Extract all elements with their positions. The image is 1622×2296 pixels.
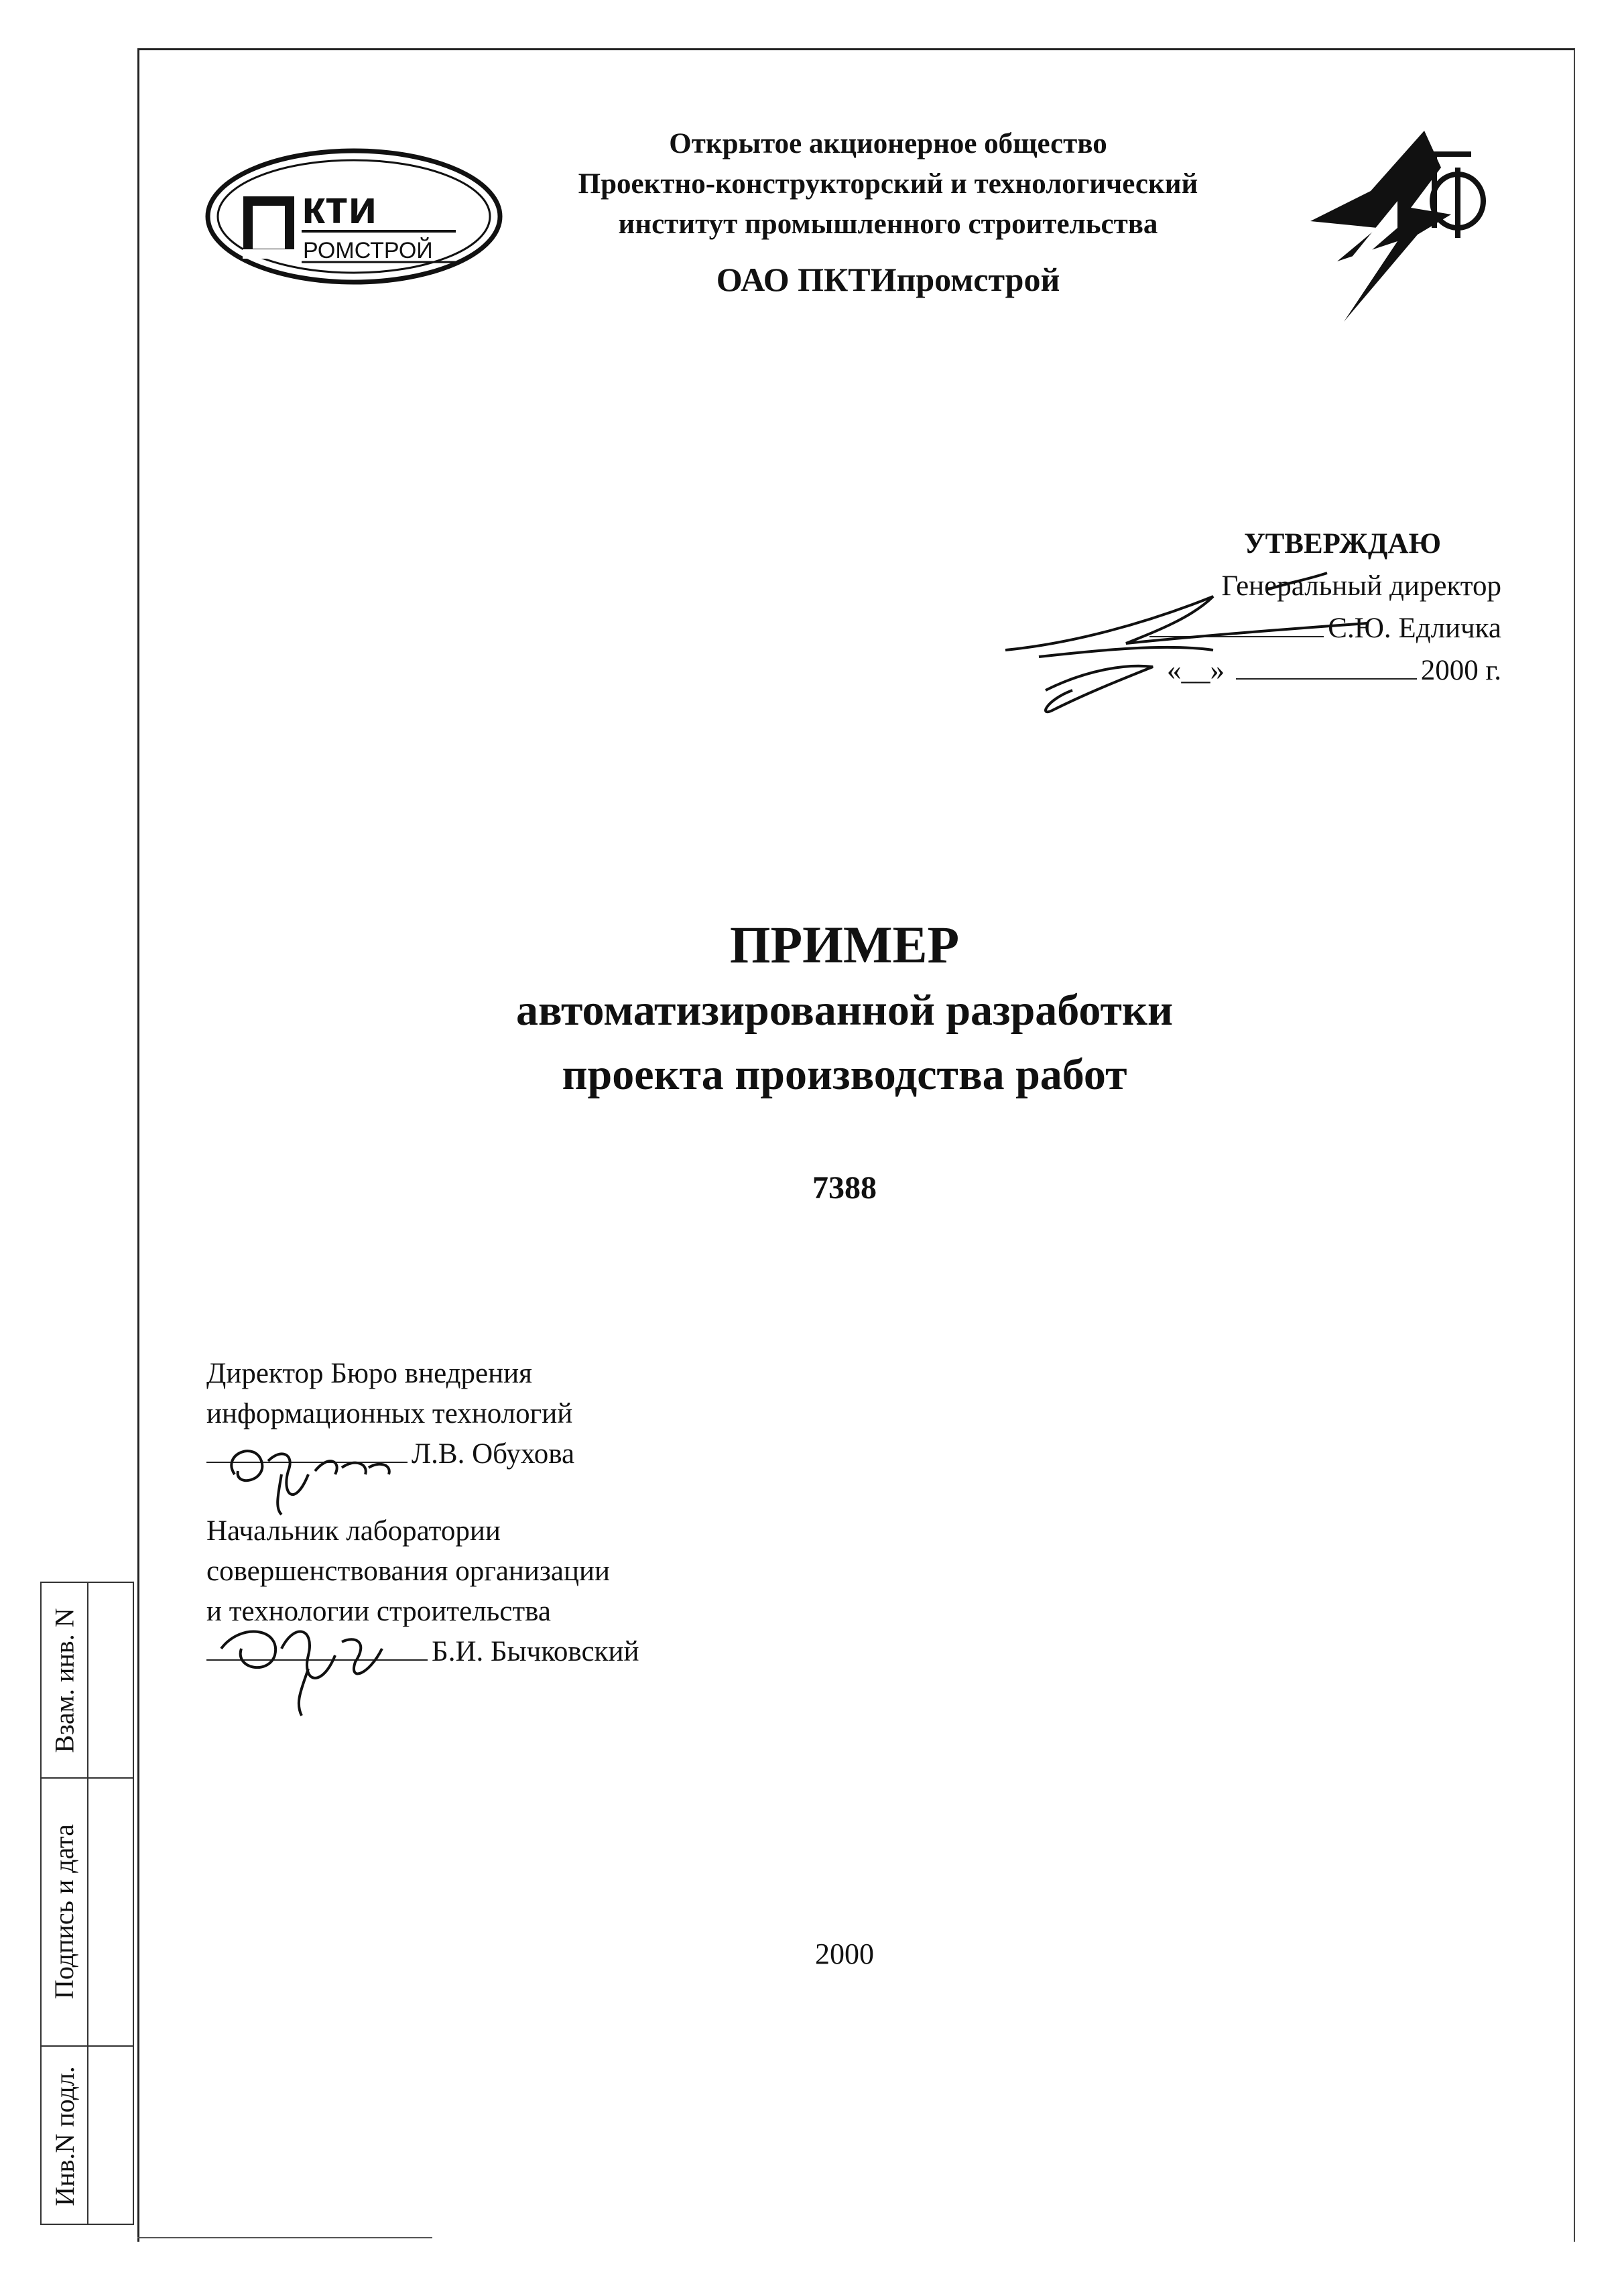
svg-text:кти: кти	[302, 181, 377, 233]
document-year: 2000	[815, 1937, 874, 1970]
stamp-field-replacement: Взам. инв. N	[49, 1607, 80, 1753]
document-number: 7388	[812, 1170, 877, 1206]
title-line-1: ПРИМЕР	[729, 915, 960, 974]
signatory2-name: Б.И. Бычковский	[432, 1636, 639, 1667]
organization-header	[469, 124, 1307, 245]
document-title	[201, 911, 1488, 1107]
title-line-2: автоматизированной разработки	[515, 986, 1174, 1035]
title-line-3: проекта производства работ	[562, 1050, 1127, 1099]
stamp-field-signature-date: Подпись и дата	[49, 1824, 80, 1999]
signatory2-signature	[201, 1608, 442, 1722]
approval-name: С.Ю. Едличка	[1328, 613, 1501, 644]
org-line-2: Проектно-конструкторский и технологический	[578, 168, 1198, 200]
page-frame	[137, 48, 1575, 2242]
svg-text:РОМСТРОЙ: РОМСТРОЙ	[303, 238, 433, 263]
stamp-field-original-inv: Инв.N подл.	[49, 2065, 80, 2206]
approval-year: 2000 г.	[1420, 655, 1501, 686]
star-emblem-icon	[1297, 127, 1498, 328]
signatory1-signature	[208, 1434, 422, 1521]
approval-date-day: «__»	[1166, 655, 1225, 686]
signatory1-line-1: Директор Бюро внедрения	[206, 1358, 532, 1389]
signatory2-line-2: совершенствования организации	[206, 1555, 611, 1587]
org-line-1: Открытое акционерное общество	[669, 128, 1107, 160]
side-stamp	[40, 1582, 134, 2225]
signatory1-line-2: информационных технологий	[206, 1398, 573, 1429]
director-signature	[992, 550, 1475, 724]
stamp-divider	[87, 1583, 88, 2224]
signatory2-line-3: и технологии строительства	[206, 1596, 551, 1627]
approval-heading: УТВЕРЖДАЮ	[1244, 528, 1441, 560]
org-short-name: ОАО ПКТИпромстрой	[716, 261, 1060, 298]
org-line-3: институт промышленного строительства	[618, 208, 1158, 240]
pktipromstroy-logo	[201, 137, 509, 292]
signatory2-line-1: Начальник лаборатории	[206, 1515, 501, 1547]
approval-position: Генеральный директор	[1221, 570, 1501, 602]
frame-bottom-line	[137, 2237, 432, 2238]
signatory1-name: Л.В. Обухова	[412, 1438, 575, 1470]
